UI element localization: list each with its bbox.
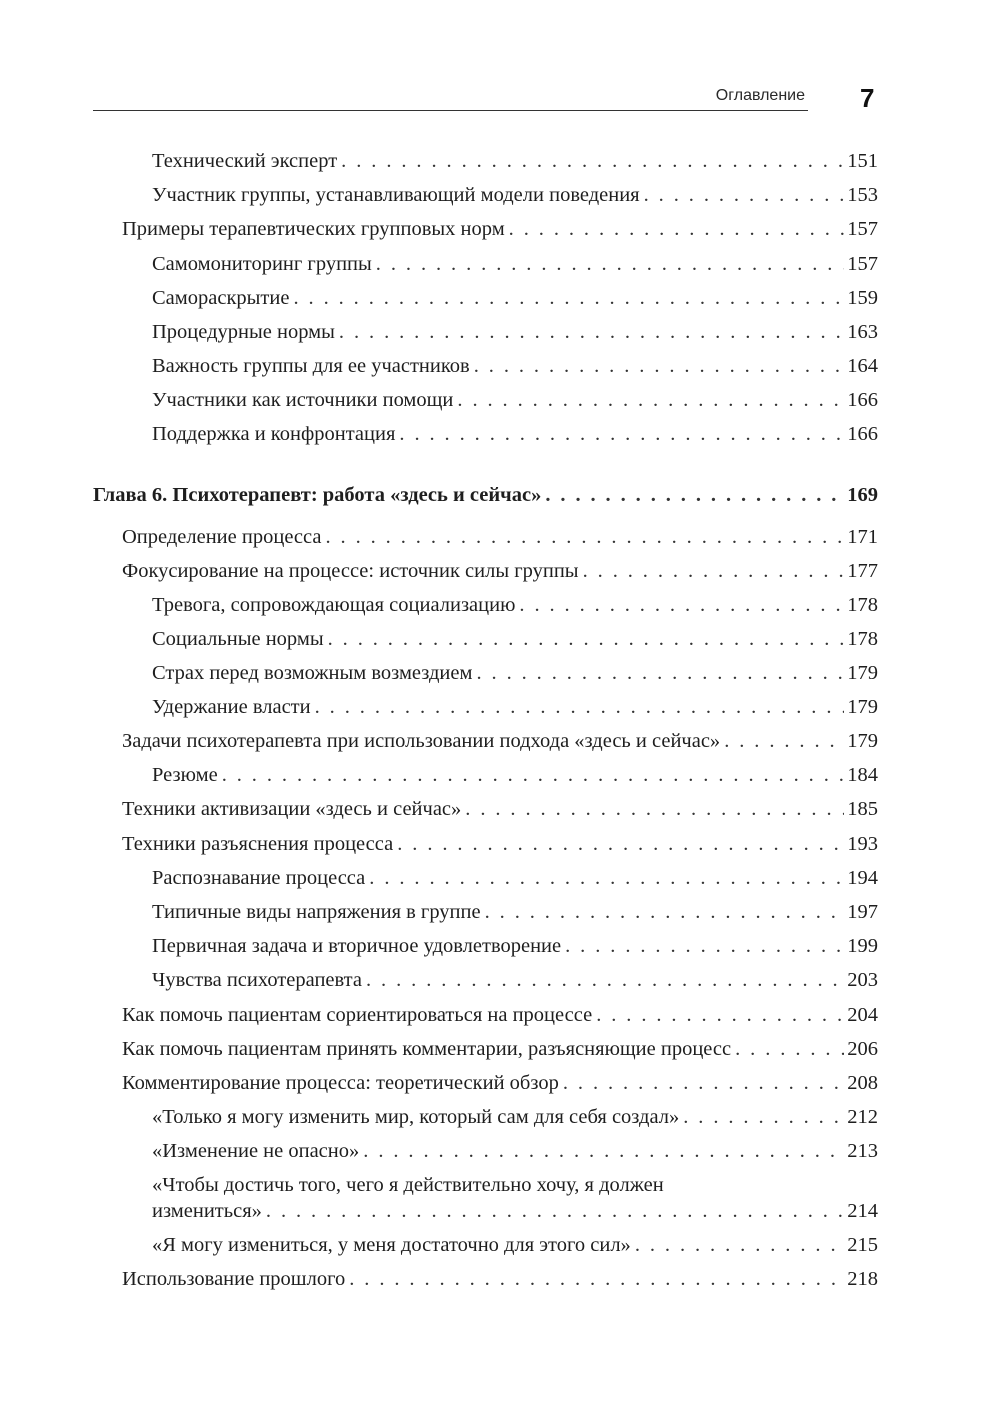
toc-entry-title: Социальные нормы [152,628,324,650]
toc-entry-title: Глава 6. Психотерапевт: работа «здесь и сейчас» [93,484,542,506]
toc-entry-title: Страх перед возможным возмездием [152,662,473,684]
toc-entry-title: Участники как источники помощи [152,389,454,411]
toc-entry-title: Как помочь пациентам принять комментарии, разъясняющие процесс [122,1038,732,1060]
toc-entry-title: Резюме [152,764,218,786]
toc-entry-page: 151 [847,150,878,172]
toc-entry [152,626,878,652]
dot-leader [341,148,844,174]
toc-entry [122,831,878,857]
toc-entry-title: Первичная задача и вторичное удовлетворение [152,935,562,957]
toc-entry-page: 199 [847,935,878,957]
toc-entry-title: Важность группы для ее участников [152,355,470,377]
toc-entry-title: Как помочь пациентам сориентироваться на процессе [122,1004,593,1026]
toc-entry [122,728,878,754]
toc-entry [152,660,878,686]
toc-entry [122,216,878,242]
toc-entry [152,387,878,413]
dot-leader [339,319,844,345]
dot-leader [369,865,844,891]
dot-leader [315,694,845,720]
toc-entry-page: 203 [847,969,878,991]
toc-entry-page: 178 [847,628,878,650]
toc-entry [152,694,878,720]
toc-entry-page: 185 [847,798,878,820]
dot-leader [465,796,844,822]
toc-entry-page: 197 [847,901,878,923]
toc-entry-title: Использование прошлого [122,1268,346,1290]
toc-entry-title: Технический эксперт [152,150,338,172]
dot-leader [293,285,844,311]
toc-entry-page: 177 [847,560,878,582]
toc-entry-page: 218 [847,1268,878,1290]
toc-entry-title: Чувства психотерапевта [152,969,362,991]
toc-entry-page: 178 [847,594,878,616]
toc-entry-page: 194 [847,867,878,889]
toc-entry-title: «Изменение не опасно» [152,1140,360,1162]
page-number: 7 [860,83,875,113]
toc-entry-page: 212 [847,1106,878,1128]
dot-leader [349,1266,844,1292]
toc-entry-page: 213 [847,1140,878,1162]
dot-leader [563,1070,844,1096]
toc-entry [122,558,878,584]
dot-leader [328,626,845,652]
toc-entry-page: 206 [847,1038,878,1060]
toc-entry [152,592,878,618]
dot-leader [363,1138,844,1164]
toc-entry [152,967,878,993]
dot-leader [583,558,845,584]
toc-entry [122,1036,878,1062]
toc-entry-title: Техники разъяснения процесса [122,833,394,855]
toc-entry-page: 208 [847,1072,878,1094]
toc-entry [152,865,878,891]
toc-entry [152,899,878,925]
toc-entry-title: Самораскрытие [152,287,290,309]
toc-entry-title-continuation: измениться» [152,1200,262,1222]
toc-entry [122,1266,878,1292]
toc-entry-title: Распознавание процесса [152,867,366,889]
dot-leader [397,831,844,857]
toc-entry-title: Фокусирование на процессе: источник силы группы [122,560,579,582]
toc-entry-page: 157 [847,218,878,240]
toc-entry-title: Поддержка и конфронтация [152,423,396,445]
dot-leader [724,728,844,754]
toc-entry-title: Типичные виды напряжения в группе [152,901,481,923]
dot-leader [457,387,844,413]
toc-entry-title: «Чтобы достичь того, чего я действительно хочу, я должен [152,1174,664,1196]
toc-entry [122,1002,878,1028]
dot-leader [545,482,844,508]
dot-leader [399,421,844,447]
toc-entry [152,1138,878,1164]
toc-entry-title: Комментирование процесса: теоретический обзор [122,1072,559,1094]
dot-leader [735,1036,844,1062]
toc-entry [152,762,878,788]
dot-leader [565,933,844,959]
toc-entry-page: 157 [847,253,878,275]
toc-entry [152,251,878,277]
toc-entry-title: Тревога, сопровождающая социализацию [152,594,516,616]
toc-entry-page: 215 [847,1234,878,1256]
toc-entry-title: Примеры терапевтических групповых норм [122,218,505,240]
toc-entry-page: 169 [847,484,878,506]
dot-leader [509,216,845,242]
dot-leader [474,353,845,379]
dot-leader [683,1104,844,1130]
toc-entry-page: 163 [847,321,878,343]
toc-entry [152,1232,878,1258]
toc-entry [152,933,878,959]
toc-entry-page: 153 [847,184,878,206]
toc-chapter-entry [93,482,878,508]
dot-leader [519,592,844,618]
toc-entry-page: 214 [847,1200,878,1222]
toc-entry [122,796,878,822]
toc-entry-page: 184 [847,764,878,786]
running-header-title: Оглавление [715,87,805,104]
toc-entry-page: 193 [847,833,878,855]
dot-leader [222,762,845,788]
toc-entry [152,353,878,379]
toc-entry [152,319,878,345]
toc-entry [122,1070,878,1096]
toc-entry-page: 204 [847,1004,878,1026]
dot-leader [476,660,844,686]
toc-entry-page: 179 [847,696,878,718]
toc-entry-title: Самомониторинг группы [152,253,372,275]
toc-entry [152,285,878,311]
toc-entry-title: Участник группы, устанавливающий модели поведения [152,184,640,206]
toc-entry-page: 166 [847,389,878,411]
dot-leader [376,251,844,277]
toc-entry-page: 159 [847,287,878,309]
toc-entry-title: Процедурные нормы [152,321,335,343]
toc-entry-page: 179 [847,662,878,684]
dot-leader [635,1232,844,1258]
toc-entry-page: 166 [847,423,878,445]
dot-leader [325,524,844,550]
toc-entry-page: 171 [847,526,878,548]
dot-leader [266,1198,844,1224]
dot-leader [485,899,845,925]
toc-entry [122,524,878,550]
toc-entry-title: Техники активизации «здесь и сейчас» [122,798,462,820]
toc-entry-title: Определение процесса [122,526,322,548]
toc-entry [152,1172,878,1224]
toc-entry [152,421,878,447]
dot-leader [644,182,845,208]
dot-leader [596,1002,844,1028]
toc-entry-title: «Только я могу изменить мир, который сам для себя создал» [152,1106,680,1128]
toc-entry-title: «Я могу измениться, у меня достаточно для этого сил» [152,1234,631,1256]
header-rule [93,110,808,111]
toc-entry [152,182,878,208]
toc-entry [152,1104,878,1130]
dot-leader [366,967,844,993]
toc-entry-title: Удержание власти [152,696,311,718]
toc-entry [152,148,878,174]
toc-entry-page: 164 [847,355,878,377]
toc-entry-title: Задачи психотерапевта при использовании подхода «здесь и сейчас» [122,730,721,752]
toc-entry-page: 179 [847,730,878,752]
